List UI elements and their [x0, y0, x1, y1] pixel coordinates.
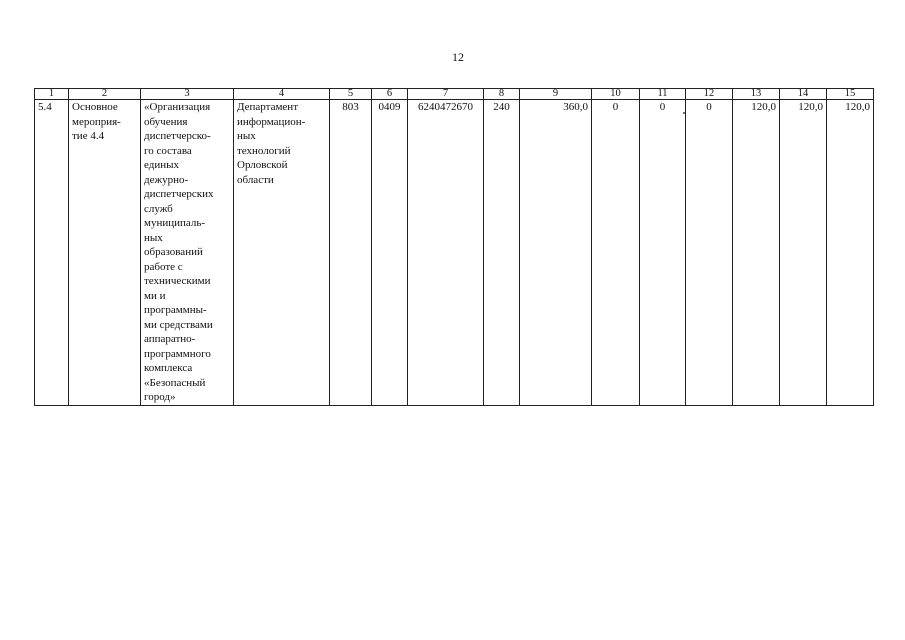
text-line: го состава — [144, 144, 192, 157]
col-header-11: 11 — [640, 89, 686, 100]
text-line: город» — [144, 391, 176, 403]
cell-col-13: 120,0 — [733, 100, 780, 406]
text-line: обучения — [144, 115, 188, 128]
text-line: мероприя- — [72, 115, 121, 128]
text-line: технологий — [237, 144, 291, 157]
header-row — [35, 89, 874, 100]
cell-item-number: 5.4 — [35, 100, 69, 406]
text-line: «Безопасный — [144, 376, 206, 389]
text-line: «Организация — [144, 101, 211, 113]
col-header-12: 12 — [686, 89, 733, 100]
cell-col-10: 0 — [592, 100, 640, 406]
text-line: муниципаль- — [144, 217, 206, 229]
text-line: единых — [144, 159, 179, 171]
text-line: ми средствами — [144, 318, 213, 331]
cell-event-type — [69, 100, 141, 406]
text-line: тие 4.4 — [72, 130, 105, 142]
text-line: ных — [144, 231, 163, 244]
cell-col-7: 6240472670 — [408, 100, 484, 406]
col-header-2: 2 — [69, 89, 141, 100]
col-header-13: 13 — [733, 89, 780, 100]
cell-col-6: 0409 — [372, 100, 408, 406]
text-line: комплекса — [144, 362, 193, 374]
scan-speck — [683, 112, 685, 114]
text-line: Департамент — [237, 101, 299, 113]
text-line: аппаратно- — [144, 333, 196, 345]
col-header-15: 15 — [827, 89, 874, 100]
cell-executor — [234, 100, 330, 406]
col-header-9: 9 — [520, 89, 592, 100]
text-line: дежурно- — [144, 173, 189, 186]
col-header-5: 5 — [330, 89, 372, 100]
text-line: информацион- — [237, 115, 306, 128]
text-line: работе с — [144, 260, 183, 273]
col-header-14: 14 — [780, 89, 827, 100]
text-line: программны- — [144, 304, 207, 316]
cell-col-15: 120,0 — [827, 100, 874, 406]
cell-col-12: 0 — [686, 100, 733, 406]
col-header-3: 3 — [141, 89, 234, 100]
col-header-6: 6 — [372, 89, 408, 100]
text-line: диспетчерских — [144, 188, 214, 200]
program-table — [34, 88, 874, 406]
cell-col-14: 120,0 — [780, 100, 827, 406]
col-header-4: 4 — [234, 89, 330, 100]
text-line: техническими — [144, 275, 211, 287]
text-line: программного — [144, 347, 211, 360]
cell-col-5: 803 — [330, 100, 372, 406]
text-line: Орловской — [237, 159, 288, 171]
text-line: Основное — [72, 101, 118, 113]
col-header-7: 7 — [408, 89, 484, 100]
col-header-10: 10 — [592, 89, 640, 100]
page-number: 12 — [452, 50, 464, 64]
text-line: области — [237, 173, 274, 186]
col-header-8: 8 — [484, 89, 520, 100]
cell-col-11: 0 — [640, 100, 686, 406]
col-header-1: 1 — [35, 89, 69, 100]
text-line: ных — [237, 130, 256, 142]
cell-event-name — [141, 100, 234, 406]
cell-col-8: 240 — [484, 100, 520, 406]
text-line: диспетчерско- — [144, 130, 211, 142]
text-line: образований — [144, 246, 203, 258]
text-line: служб — [144, 202, 173, 215]
table-row — [35, 100, 874, 406]
text-line: ми и — [144, 289, 166, 302]
cell-col-9: 360,0 — [520, 100, 592, 406]
